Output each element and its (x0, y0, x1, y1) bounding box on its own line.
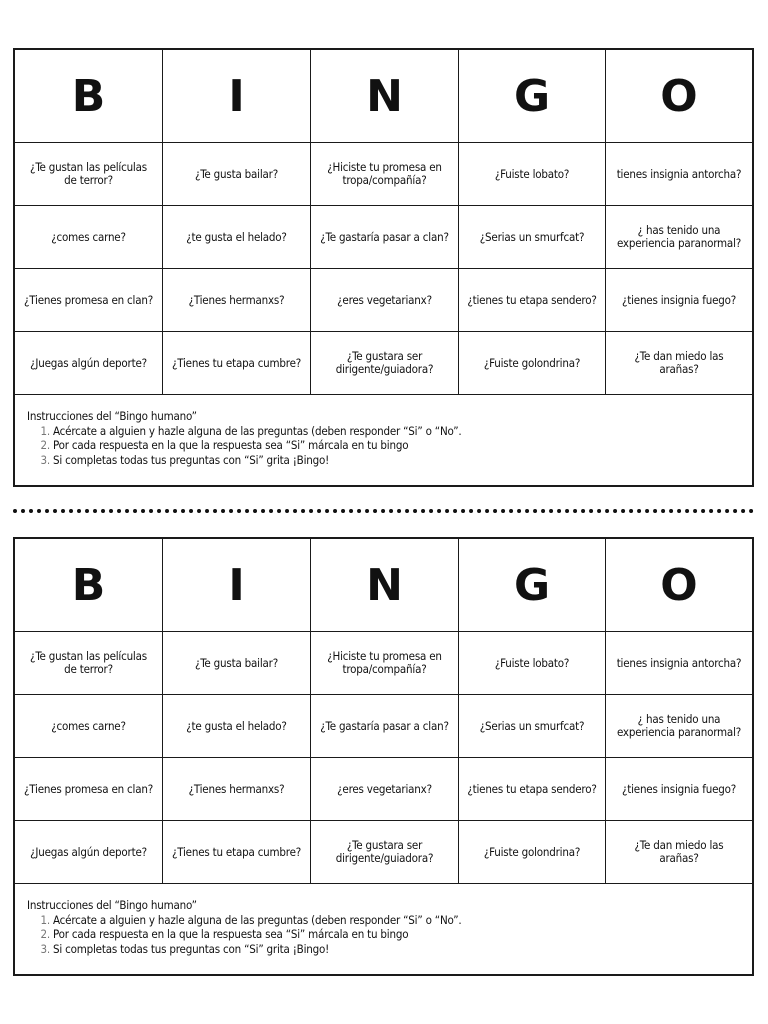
bingo-cell[interactable]: ¿Hiciste tu promesa en tropa/compañía? (311, 143, 459, 206)
bingo-cell[interactable]: ¿Te gastaría pasar a clan? (311, 206, 459, 269)
header-letter-i: I (163, 539, 311, 632)
instructions-section (15, 884, 752, 956)
header-letter-b: B (15, 539, 163, 632)
bingo-grid (15, 539, 752, 884)
bingo-cell[interactable]: ¿Tienes hermanxs? (163, 269, 311, 332)
bingo-cell[interactable]: ¿Te gastaría pasar a clan? (311, 695, 459, 758)
bingo-cell[interactable]: ¿ has tenido una experiencia paranormal? (606, 206, 752, 269)
header-letter-n: N (311, 50, 459, 143)
bingo-cell[interactable]: ¿Fuiste lobato? (459, 143, 606, 206)
bingo-cell[interactable]: ¿Serias un smurfcat? (459, 695, 606, 758)
instructions-section (15, 395, 752, 467)
instruction-step: 3. Si completas todas tus preguntas con “Si” grita ¡Bingo! (53, 453, 740, 468)
bingo-cell[interactable]: ¿ has tenido una experiencia paranormal? (606, 695, 752, 758)
instructions-title: Instrucciones del “Bingo humano” (27, 409, 197, 423)
bingo-cell[interactable]: ¿Te gusta bailar? (163, 632, 311, 695)
bingo-cell[interactable]: ¿eres vegetarianx? (311, 269, 459, 332)
bingo-cell[interactable]: ¿Hiciste tu promesa en tropa/compañía? (311, 632, 459, 695)
bingo-cell[interactable]: ¿Serias un smurfcat? (459, 206, 606, 269)
bingo-cell[interactable]: ¿Te dan miedo las arañas? (606, 821, 752, 884)
instruction-step: 1. Acércate a alguien y hazle alguna de las preguntas (deben responder “Si” o “No”. (53, 424, 740, 439)
bingo-cell[interactable]: ¿tienes tu etapa sendero? (459, 269, 606, 332)
bingo-cell[interactable]: ¿Fuiste golondrina? (459, 821, 606, 884)
header-letter-o: O (606, 539, 752, 632)
header-letter-n: N (311, 539, 459, 632)
header-letter-g: G (459, 50, 606, 143)
header-letter-i: I (163, 50, 311, 143)
bingo-cell[interactable]: tienes insignia antorcha? (606, 143, 752, 206)
bingo-cell[interactable]: ¿Te dan miedo las arañas? (606, 332, 752, 395)
bingo-cell[interactable]: ¿eres vegetarianx? (311, 758, 459, 821)
bingo-cell[interactable]: ¿te gusta el helado? (163, 695, 311, 758)
header-letter-o: O (606, 50, 752, 143)
instructions-list (27, 913, 740, 957)
bingo-cell[interactable]: ¿tienes tu etapa sendero? (459, 758, 606, 821)
bingo-cell[interactable]: ¿Te gusta bailar? (163, 143, 311, 206)
bingo-cell[interactable]: ¿Tienes tu etapa cumbre? (163, 332, 311, 395)
header-letter-g: G (459, 539, 606, 632)
bingo-cell[interactable]: ¿Juegas algún deporte? (15, 821, 163, 884)
bingo-cell[interactable]: tienes insignia antorcha? (606, 632, 752, 695)
instructions-title: Instrucciones del “Bingo humano” (27, 898, 197, 912)
bingo-cell[interactable]: ¿Juegas algún deporte? (15, 332, 163, 395)
header-letter-b: B (15, 50, 163, 143)
cut-line-divider (13, 509, 754, 513)
bingo-cell[interactable]: ¿Tienes promesa en clan? (15, 758, 163, 821)
bingo-cell[interactable]: ¿Tienes promesa en clan? (15, 269, 163, 332)
instructions-list (27, 424, 740, 468)
bingo-cell[interactable]: ¿Te gustara ser dirigente/guiadora? (311, 332, 459, 395)
bingo-card-bottom (13, 537, 754, 976)
bingo-cell[interactable]: ¿comes carne? (15, 206, 163, 269)
bingo-cell[interactable]: ¿Tienes hermanxs? (163, 758, 311, 821)
bingo-cell[interactable]: ¿comes carne? (15, 695, 163, 758)
instruction-step: 2. Por cada respuesta en la que la respuesta sea “Si” márcala en tu bingo (53, 438, 740, 453)
bingo-card-top (13, 48, 754, 487)
bingo-cell[interactable]: ¿Te gustan las películas de terror? (15, 143, 163, 206)
bingo-cell[interactable]: ¿Fuiste golondrina? (459, 332, 606, 395)
instruction-step: 2. Por cada respuesta en la que la respuesta sea “Si” márcala en tu bingo (53, 927, 740, 942)
bingo-cell[interactable]: ¿tienes insignia fuego? (606, 758, 752, 821)
bingo-cell[interactable]: ¿tienes insignia fuego? (606, 269, 752, 332)
bingo-cell[interactable]: ¿Te gustara ser dirigente/guiadora? (311, 821, 459, 884)
instruction-step: 1. Acércate a alguien y hazle alguna de las preguntas (deben responder “Si” o “No”. (53, 913, 740, 928)
bingo-cell[interactable]: ¿Te gustan las películas de terror? (15, 632, 163, 695)
bingo-cell[interactable]: ¿Fuiste lobato? (459, 632, 606, 695)
bingo-grid (15, 50, 752, 395)
bingo-cell[interactable]: ¿te gusta el helado? (163, 206, 311, 269)
bingo-cell[interactable]: ¿Tienes tu etapa cumbre? (163, 821, 311, 884)
instruction-step: 3. Si completas todas tus preguntas con “Si” grita ¡Bingo! (53, 942, 740, 957)
